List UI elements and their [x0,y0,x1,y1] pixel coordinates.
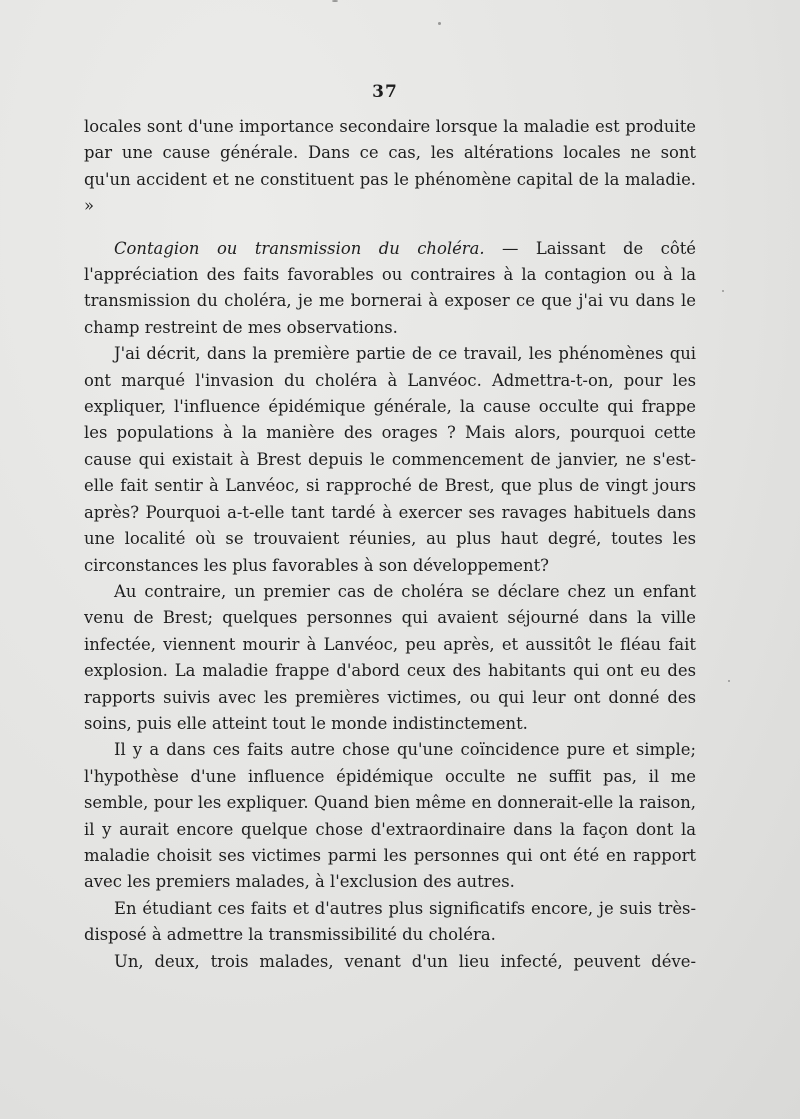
paragraph [84,737,696,895]
paragraph-text: En étudiant ces faits et d'autres plus significatifs encore, je suis très-disposé à admettre la transmissibilité du choléra. [84,898,696,945]
paragraph-section-contagion [84,236,696,342]
ink-speck [332,0,338,2]
paragraph [84,949,696,975]
paragraph-continuation [84,114,696,220]
section-gap [84,220,696,236]
paragraph-text: locales sont d'une importance secondaire lorsque la maladie est produite par une cause générale. Dans ce cas, les altérations locales ne sont qu'un accident et ne constituent pas le phénomène capital de la maladie. » [84,117,696,216]
paragraph-text: Il y a dans ces faits autre chose qu'une coïncidence pure et simple; l'hypothèse d'une influence épidémique occulte ne suffit pas, il me semble, pour les expliquer. Quand bien même en donnerait-elle la raison, il y aurait encore quelque chose d'extraordinaire dans la façon dont la maladie choisit ses victimes parmi les personnes qui ont été en rapport avec les premiers malades, à l'exclusion des autres. [84,740,696,892]
body-text [84,114,696,975]
ink-speck [722,290,724,292]
paragraph-text: Un, deux, trois malades, venant d'un lieu infecté, peuvent déve- [114,951,696,971]
paragraph-text: Au contraire, un premier cas de choléra se déclare chez un enfant venu de Brest; quelques personnes qui avaient séjourné dans la ville infectée, viennent mourir à Lanvéoc, peu après, et aussitôt le fléau fait explosion. La maladie frappe d'abord ceux des habitants qui ont eu des rapports suivis avec les premières victimes, ou qui leur ont donné des soins, puis elle atteint tout le monde indistinctement. [84,581,696,733]
paragraph-text: J'ai décrit, dans la première partie de ce travail, les phénomènes qui ont marqué l'invasion du choléra à Lanvéoc. Admettra-t-on, pour les expliquer, l'influence épidémique générale, la cause occulte qui frappe les populations à la manière des orages ? Mais alors, pourquoi cette cause qui existait à Brest depuis le commencement de janvier, ne s'est-elle fait sentir à Lanvéoc, si rapproché de Brest, que plus de vingt jours après? Pourquoi a-t-elle tant tardé à exercer ses ravages habituels dans une localité où se trouvaient réunies, au plus haut degré, toutes les circonstances les plus favorables à son développement? [84,344,696,575]
paragraph [84,579,696,737]
page-number: 37 [372,82,398,102]
paragraph [84,896,696,949]
ink-speck [438,22,441,25]
paragraph [84,341,696,579]
ink-speck [728,680,730,682]
paragraph-text: — Laissant de côté l'appréciation des faits favorables ou contraires à la contagion ou à la transmission du choléra, je me bornerai à exposer ce que j'ai vu dans le champ restreint de mes observations. [84,238,696,337]
section-heading: Contagion ou transmission du choléra. [114,238,485,258]
